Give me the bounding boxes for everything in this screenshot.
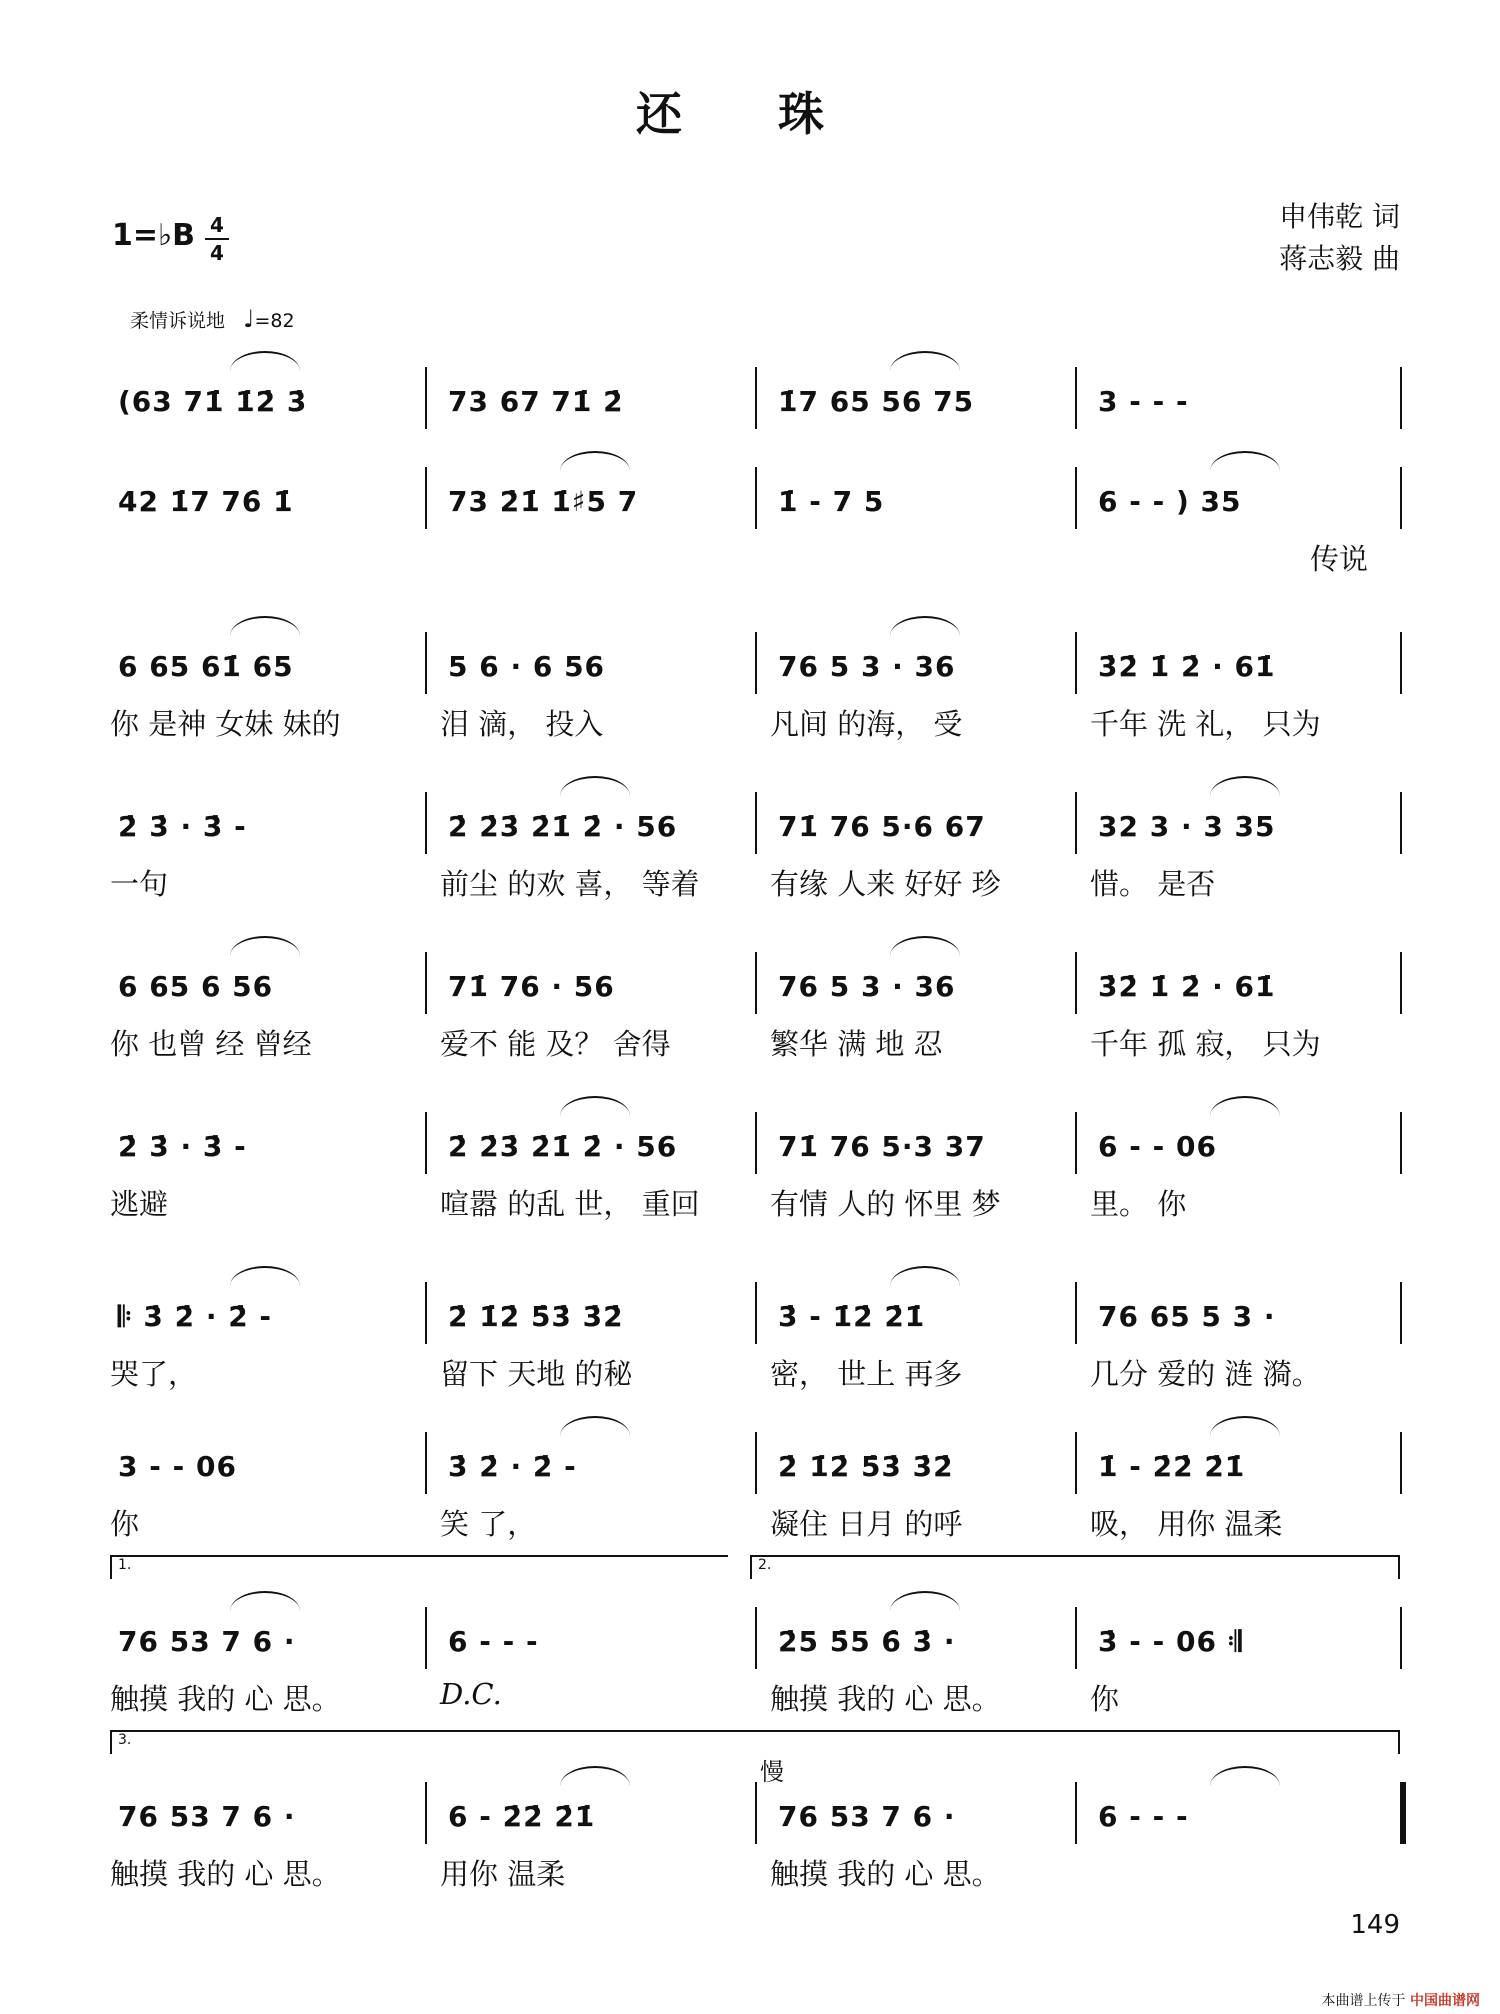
slur-mark [560,1766,630,1786]
measure-notes: 3̇ 2̇ · 2̇ - [448,1450,577,1483]
barline [1075,1112,1077,1174]
lyrics-line [110,702,1405,741]
barline [425,367,427,429]
lyricist: 申伟乾 词 [1279,200,1400,233]
lyric-text: 你 [1090,1682,1120,1716]
lyric-text: 触摸 我的 心 思。 [770,1682,1001,1716]
lyrics-line [110,1852,1405,1891]
credits [1279,196,1400,280]
barline [1075,792,1077,854]
measure-notes: 76 65 5 3 · [1098,1300,1276,1333]
measure-notes: 1̇ - 2̇2̇ 2̇1̇ [1098,1450,1246,1483]
barline [425,792,427,854]
slur-mark [230,1266,300,1286]
barline [1400,1112,1402,1174]
notes-line [110,385,1405,421]
staff-row [110,1450,1405,1541]
staff-row [110,485,1405,576]
barline [1400,792,1402,854]
da-capo-marking: D.C. [440,1677,502,1711]
measure-notes: 6 - 2̇2̇ 2̇1̇ [448,1800,596,1833]
measure-notes: 1̇ - 7 5 [778,485,885,518]
slur-mark [1210,1766,1280,1786]
measure-notes: 3 - - 06 [118,1450,237,1483]
notes-line [110,1450,1405,1486]
measure-notes: 2̇ 3̇ · 3̇ - [118,1130,247,1163]
slur-mark [1210,1096,1280,1116]
song-title: 还 珠 [635,87,864,141]
measure-notes: 2̇ 1̇2̇ 5̇3̇ 3̇2̇ [778,1450,954,1483]
barline [425,1607,427,1669]
lyric-text: 泪 滴， 投入 [440,707,604,741]
lyric-text: 有缘 人来 好好 珍 [770,867,1001,901]
barline [755,467,757,529]
barline [755,1282,757,1344]
notes-line [110,970,1405,1006]
barline [1075,1607,1077,1669]
lyric-text: 几分 爱的 涟 漪。 [1090,1357,1321,1391]
barline [1400,1607,1402,1669]
barline [1075,952,1077,1014]
staff-row [110,1557,1405,1716]
measure-notes: 71̇ 76 · 56 [448,970,615,1003]
barline [1075,632,1077,694]
measure-notes: 5 6 · 6 56 [448,650,606,683]
tempo-text: 柔情诉说地 [130,310,226,332]
lyrics-line [110,1502,1405,1541]
barline [1400,1432,1402,1494]
barline [755,1112,757,1174]
lyric-text: 凡间 的海， 受 [770,707,963,741]
barline [425,1432,427,1494]
barline [425,952,427,1014]
slur-mark [890,936,960,956]
lyric-text: 用你 温柔 [440,1857,566,1891]
measure-notes: 42 1̇7 76̇ 1̇ [118,485,294,518]
lyric-text: 千年 孤 寂， 只为 [1090,1027,1321,1061]
barline [1075,467,1077,529]
slur-mark [560,1416,630,1436]
time-signature [205,212,229,266]
barline [755,1607,757,1669]
measure-notes: 76 53 7 6 · [118,1625,296,1658]
slur-mark [560,776,630,796]
barline [1075,1282,1077,1344]
measure-notes: 76 53 7 6 · [118,1800,296,1833]
volta-bracket: 1. [110,1555,728,1579]
barline [425,1782,427,1844]
measure-notes: 3̇ - - 06 𝄇 [1098,1625,1243,1658]
slur-mark [890,351,960,371]
footer [1322,1990,1480,2010]
measure-notes: 3̇2̇ 1̇ 2̇ · 61̇ [1098,650,1276,683]
measure-notes: 3̇ - 1̇2̇ 2̇1̇ [778,1300,926,1333]
slur-mark [1210,776,1280,796]
lyric-text: 凝住 日月 的呼 [770,1507,963,1541]
lyric-text: 触摸 我的 心 思。 [110,1857,341,1891]
staff-row [110,650,1405,741]
barline [425,467,427,529]
barline [1400,1282,1402,1344]
measure-notes: 73 2̇1̇ 1̇♯5 7 [448,485,639,518]
staff-row [110,1300,1405,1391]
lyric-text: 一句 [110,867,169,901]
barline [425,632,427,694]
lyric-text: 笑 了， [440,1507,537,1541]
staff-row [110,1732,1405,1891]
measure-notes: 6 - - 06 [1098,1130,1217,1163]
lyrics-line [110,1352,1405,1391]
lyric-text: 你 是神 女妹 妹的 [110,707,341,741]
measure-notes: 73 67 71̇ 2̇ [448,385,624,418]
barline [755,792,757,854]
time-signature-bottom: 4 [210,241,224,265]
lyric-text: 你 [110,1507,140,1541]
slur-mark [230,936,300,956]
measure-notes: 6 65 61̇ 65 [118,650,294,683]
lyrics-line [110,1182,1405,1221]
time-signature-top: 4 [205,212,229,240]
quarter-note-icon: ♩ [243,305,255,333]
lyrics-line [110,537,1405,576]
barline [755,632,757,694]
staff-row [110,1130,1405,1221]
measure-notes: 76 53 7 6 · [778,1800,956,1833]
staff-row [110,970,1405,1061]
barline [1400,367,1402,429]
key-signature: 1=♭B [112,218,196,253]
barline [1075,367,1077,429]
lyric-text: 哭了， [110,1357,198,1391]
slur-mark [1210,1416,1280,1436]
lyric-text: 前尘 的欢 喜， 等着 [440,867,700,901]
measure-notes: 1̇7 65 56 75 [778,385,975,418]
barline [1400,1782,1406,1844]
measure-notes: 𝄆 3̇ 2̇ · 2̇ - [118,1300,273,1333]
lyric-text: 繁华 满 地 忍 [770,1027,943,1061]
lyrics-line [110,1677,1405,1716]
barline [1075,1782,1077,1844]
slur-mark [230,1591,300,1611]
measure-notes: 6 - - ) 35 [1098,485,1242,518]
lyric-text: 喧嚣 的乱 世， 重回 [440,1187,700,1221]
lyric-text: 千年 洗 礼， 只为 [1090,707,1321,741]
slur-mark [890,1591,960,1611]
measure-notes: 76 5 3 · 36 [778,650,956,683]
barline [755,1782,757,1844]
measure-notes: 76 5 3 · 36 [778,970,956,1003]
measure-notes: 3 - - - [1098,385,1189,418]
lyric-text: 有情 人的 怀里 梦 [770,1187,1001,1221]
slur-mark [560,1096,630,1116]
footer-text: 本曲谱上传于 [1321,1993,1406,2009]
barline [425,1282,427,1344]
page-number: 149 [1350,1910,1400,1940]
staff-row [110,810,1405,901]
measure-notes: 71̇ 76 5·6 67 [778,810,986,843]
lyrics-line [110,1022,1405,1061]
composer: 蒋志毅 曲 [1279,242,1400,275]
tempo-bpm: =82 [254,310,295,332]
barline [1400,467,1402,529]
measure-notes: 2̇ 3̇ · 3̇ - [118,810,247,843]
measure-notes: 71̇ 76 5·3 37 [778,1130,986,1163]
notes-line [110,650,1405,686]
notes-line [110,1130,1405,1166]
lyric-text: 密， 世上 再多 [770,1357,963,1391]
measure-notes: 2̇ 2̇3̇ 2̇1̇ 2̇ · 56 [448,1130,678,1163]
barline [755,1432,757,1494]
lyric-text: 传说 [1310,542,1369,576]
measure-notes: 6 65 6 56 [118,970,274,1003]
notes-line [110,810,1405,846]
notes-line [110,1800,1405,1836]
lyric-text: 惜。 是否 [1090,867,1216,901]
barline [1400,632,1402,694]
notes-line [110,1625,1405,1661]
slur-mark [230,351,300,371]
measure-notes: 6 - - - [448,1625,539,1658]
lyric-text: 触摸 我的 心 思。 [110,1682,341,1716]
lyric-text: 你 也曾 经 曾经 [110,1027,312,1061]
slur-mark [230,616,300,636]
barline [1075,1432,1077,1494]
measure-notes: (63 71̇ 1̇2̇ 3̇ [118,385,308,418]
staff-row [110,385,1405,465]
lyric-text: 留下 天地 的秘 [440,1357,633,1391]
lyric-text: 里。 你 [1090,1187,1187,1221]
notes-line [110,1300,1405,1336]
volta-bracket: 2. [750,1555,1400,1579]
barline [1400,952,1402,1014]
tempo-marking [130,305,295,333]
volta-bracket: 3. [110,1730,1400,1754]
measure-notes: 6 - - - [1098,1800,1189,1833]
lyric-text: 爱不 能 及？ 舍得 [440,1027,671,1061]
expression-marking: 慢 [760,1758,784,1786]
measure-notes: 32 3 · 3 35 [1098,810,1276,843]
lyrics-line [110,862,1405,901]
measure-notes: 2̇5 5̇5 6̇ 3̇ · [778,1625,956,1658]
lyric-text: 触摸 我的 心 思。 [770,1857,1001,1891]
slur-mark [890,616,960,636]
slur-mark [890,1266,960,1286]
site-logo: 中国曲谱网 [1410,1993,1480,2009]
barline [755,367,757,429]
barline [755,952,757,1014]
notes-line [110,485,1405,521]
measure-notes: 3̇2̇ 1̇ 2̇ · 61̇ [1098,970,1276,1003]
barline [425,1112,427,1174]
measure-notes: 2̇ 2̇3̇ 2̇1̇ 2̇ · 56 [448,810,678,843]
lyric-text: 逃避 [110,1187,169,1221]
lyric-text: 吸， 用你 温柔 [1090,1507,1283,1541]
measure-notes: 2̇ 1̇2̇ 5̇3̇ 3̇2̇ [448,1300,624,1333]
